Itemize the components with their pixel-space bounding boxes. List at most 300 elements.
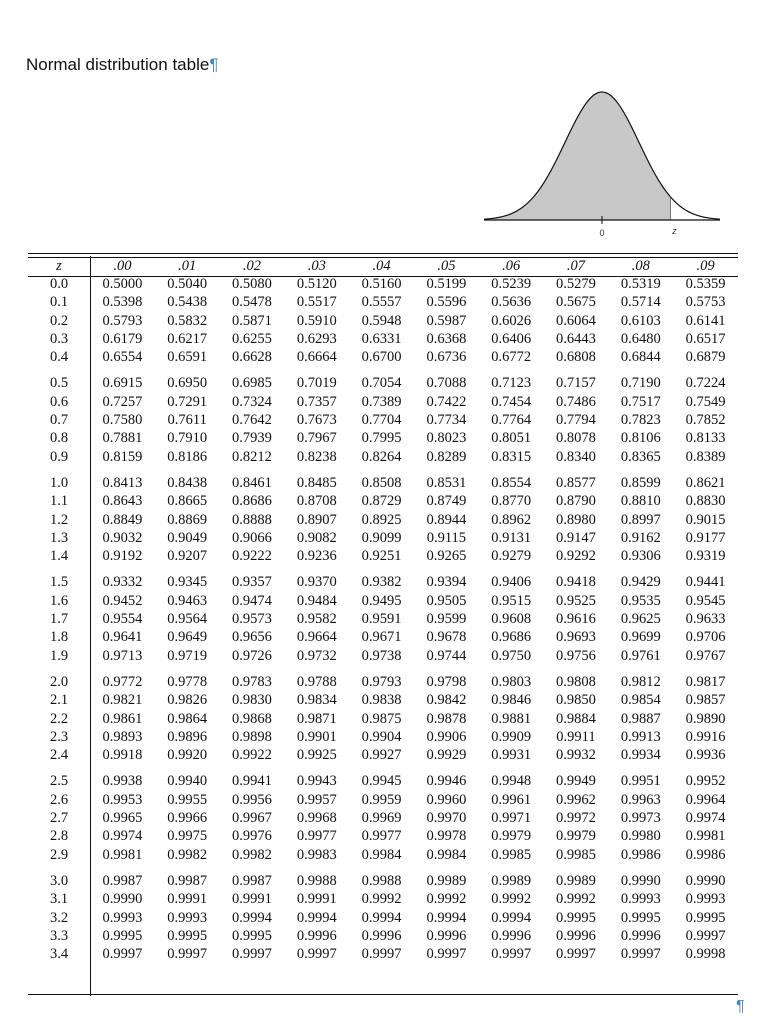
probability-cell: 0.6844 xyxy=(620,349,661,366)
probability-cell: 0.9871 xyxy=(296,710,337,727)
probability-cell: 0.5279 xyxy=(556,276,596,292)
probability-cell: 0.9131 xyxy=(491,529,532,546)
table-row xyxy=(28,547,738,565)
probability-cell: 0.8365 xyxy=(620,448,661,465)
probability-cell: 0.9616 xyxy=(556,611,596,628)
probability-cell: 0.7019 xyxy=(296,375,337,392)
probability-cell: 0.9996 xyxy=(426,927,467,944)
probability-cell: 0.8264 xyxy=(361,448,402,465)
probability-cell: 0.9484 xyxy=(296,592,337,609)
probability-cell: 0.8159 xyxy=(102,448,143,465)
probability-cell: 0.9719 xyxy=(167,647,208,664)
probability-cell: 0.9099 xyxy=(361,529,402,546)
probability-cell: 0.8340 xyxy=(556,448,596,465)
z-value: 1.9 xyxy=(49,647,69,664)
probability-cell: 0.9625 xyxy=(620,611,661,628)
probability-cell: 0.8869 xyxy=(167,511,208,528)
probability-cell: 0.6293 xyxy=(296,330,337,347)
probability-cell: 0.9966 xyxy=(167,810,208,827)
probability-cell: 0.9901 xyxy=(296,728,337,745)
probability-cell: 0.9967 xyxy=(232,810,272,827)
probability-cell: 0.9207 xyxy=(167,548,208,565)
table-row xyxy=(28,492,738,510)
probability-cell: 0.7704 xyxy=(361,412,402,429)
probability-cell: 0.9441 xyxy=(685,574,726,591)
probability-cell: 0.9812 xyxy=(620,673,661,690)
probability-cell: 0.5160 xyxy=(361,276,402,292)
probability-cell: 0.7580 xyxy=(102,412,143,429)
probability-cell: 0.9222 xyxy=(232,548,272,565)
probability-cell: 0.7422 xyxy=(426,393,467,410)
probability-cell: 0.8023 xyxy=(426,430,467,447)
probability-cell: 0.9992 xyxy=(361,891,402,908)
probability-cell: 0.6950 xyxy=(167,375,208,392)
probability-cell: 0.7224 xyxy=(685,375,726,392)
probability-cell: 0.6915 xyxy=(102,375,143,392)
z-value: 1.1 xyxy=(49,493,69,510)
probability-cell: 0.9599 xyxy=(426,611,467,628)
z-value: 1.0 xyxy=(49,474,69,491)
probability-cell: 0.9977 xyxy=(296,828,337,845)
probability-cell: 0.8577 xyxy=(556,474,596,491)
probability-cell: 0.9429 xyxy=(620,574,661,591)
probability-cell: 0.7054 xyxy=(361,375,402,392)
z-value: 3.1 xyxy=(49,891,69,908)
probability-cell: 0.9826 xyxy=(167,692,208,709)
probability-cell: 0.9970 xyxy=(426,810,467,827)
z-value: 2.0 xyxy=(49,673,69,690)
z-value: 0.9 xyxy=(49,448,69,465)
end-paragraph-mark: ¶ xyxy=(736,998,745,1015)
probability-cell: 0.9554 xyxy=(102,611,143,628)
probability-cell: 0.9345 xyxy=(167,574,208,591)
probability-cell: 0.9997 xyxy=(426,946,467,963)
probability-cell: 0.9332 xyxy=(102,574,143,591)
probability-cell: 0.9251 xyxy=(361,548,402,565)
probability-cell: 0.6103 xyxy=(620,312,661,329)
probability-cell: 0.9979 xyxy=(491,828,532,845)
probability-cell: 0.7123 xyxy=(491,375,532,392)
probability-cell: 0.6554 xyxy=(102,349,143,366)
probability-cell: 0.9918 xyxy=(102,747,143,764)
header-col: .06 xyxy=(502,258,521,274)
probability-cell: 0.9949 xyxy=(556,773,596,790)
probability-cell: 0.9993 xyxy=(167,909,208,926)
z-value: 2.9 xyxy=(49,846,69,863)
probability-cell: 0.9505 xyxy=(426,592,467,609)
probability-cell: 0.9778 xyxy=(167,673,208,690)
probability-cell: 0.9978 xyxy=(426,828,467,845)
probability-cell: 0.9904 xyxy=(361,728,402,745)
table-row xyxy=(28,275,738,293)
probability-cell: 0.9913 xyxy=(620,728,661,745)
probability-cell: 0.9961 xyxy=(491,791,532,808)
table-row xyxy=(28,809,738,827)
probability-cell: 0.9898 xyxy=(232,728,272,745)
probability-cell: 0.6331 xyxy=(361,330,402,347)
probability-cell: 0.9946 xyxy=(426,773,467,790)
probability-cell: 0.9985 xyxy=(491,846,532,863)
table-row xyxy=(28,890,738,908)
probability-cell: 0.8849 xyxy=(102,511,143,528)
probability-cell: 0.9821 xyxy=(102,692,143,709)
probability-cell: 0.7088 xyxy=(426,375,467,392)
probability-cell: 0.9995 xyxy=(556,909,596,926)
probability-cell: 0.6064 xyxy=(556,312,596,329)
table-row xyxy=(28,647,738,665)
probability-cell: 0.9573 xyxy=(232,611,272,628)
probability-cell: 0.9997 xyxy=(296,946,337,963)
probability-cell: 0.9998 xyxy=(685,946,726,963)
pilcrow-mark: ¶ xyxy=(209,55,219,74)
probability-cell: 0.5714 xyxy=(620,294,661,311)
probability-cell: 0.9945 xyxy=(361,773,402,790)
probability-cell: 0.6700 xyxy=(361,349,402,366)
probability-cell: 0.9971 xyxy=(491,810,532,827)
table-row xyxy=(28,411,738,429)
probability-cell: 0.9988 xyxy=(361,872,402,889)
probability-cell: 0.9975 xyxy=(167,828,208,845)
probability-cell: 0.9699 xyxy=(620,629,661,646)
probability-cell: 0.9992 xyxy=(491,891,532,908)
probability-cell: 0.9834 xyxy=(296,692,337,709)
probability-cell: 0.9968 xyxy=(296,810,337,827)
probability-cell: 0.5000 xyxy=(102,276,143,292)
probability-cell: 0.9857 xyxy=(685,692,726,709)
probability-cell: 0.9995 xyxy=(167,927,208,944)
probability-cell: 0.9032 xyxy=(102,529,143,546)
table-row xyxy=(28,429,738,447)
probability-cell: 0.9878 xyxy=(426,710,467,727)
probability-cell: 0.9964 xyxy=(685,791,726,808)
probability-cell: 0.9982 xyxy=(232,846,272,863)
probability-cell: 0.9803 xyxy=(491,673,532,690)
probability-cell: 0.9996 xyxy=(361,927,402,944)
probability-cell: 0.9955 xyxy=(167,791,208,808)
probability-cell: 0.9994 xyxy=(361,909,402,926)
probability-cell: 0.7157 xyxy=(556,375,596,392)
table-row xyxy=(28,529,738,547)
probability-cell: 0.9990 xyxy=(685,872,726,889)
probability-cell: 0.9957 xyxy=(296,791,337,808)
probability-cell: 0.9976 xyxy=(232,828,272,845)
probability-cell: 0.9984 xyxy=(426,846,467,863)
table-row xyxy=(28,592,738,610)
probability-cell: 0.5359 xyxy=(685,276,726,292)
probability-cell: 0.9941 xyxy=(232,773,272,790)
probability-cell: 0.7389 xyxy=(361,393,402,410)
header-col: .02 xyxy=(242,258,262,274)
probability-cell: 0.9292 xyxy=(556,548,596,565)
z-value: 2.6 xyxy=(49,791,69,808)
probability-cell: 0.9981 xyxy=(685,828,726,845)
probability-cell: 0.9881 xyxy=(491,710,532,727)
z-value: 2.3 xyxy=(49,728,69,745)
probability-cell: 0.7939 xyxy=(232,430,272,447)
probability-cell: 0.9474 xyxy=(232,592,272,609)
probability-cell: 0.8599 xyxy=(620,474,661,491)
probability-cell: 0.7852 xyxy=(685,412,726,429)
table-row xyxy=(28,827,738,845)
probability-cell: 0.8944 xyxy=(426,511,467,528)
probability-cell: 0.9671 xyxy=(361,629,402,646)
probability-cell: 0.9980 xyxy=(620,828,661,845)
probability-cell: 0.9988 xyxy=(296,872,337,889)
probability-cell: 0.9893 xyxy=(102,728,143,745)
probability-cell: 0.9927 xyxy=(361,747,402,764)
probability-cell: 0.9989 xyxy=(556,872,596,889)
probability-cell: 0.9887 xyxy=(620,710,661,727)
probability-cell: 0.9641 xyxy=(102,629,143,646)
probability-cell: 0.9996 xyxy=(296,927,337,944)
probability-cell: 0.6736 xyxy=(426,349,467,366)
probability-cell: 0.9965 xyxy=(102,810,143,827)
probability-cell: 0.7967 xyxy=(296,430,337,447)
probability-cell: 0.9922 xyxy=(232,747,272,764)
probability-cell: 0.7549 xyxy=(685,393,726,410)
probability-cell: 0.9582 xyxy=(296,611,337,628)
table-bottom-rule xyxy=(28,994,738,995)
probability-cell: 0.8133 xyxy=(685,430,726,447)
probability-cell: 0.9015 xyxy=(685,511,726,528)
header-col: .01 xyxy=(178,258,197,274)
probability-cell: 0.9911 xyxy=(556,728,596,745)
table-row xyxy=(28,710,738,728)
probability-cell: 0.9678 xyxy=(426,629,467,646)
probability-cell: 0.9934 xyxy=(620,747,661,764)
probability-cell: 0.9591 xyxy=(361,611,402,628)
probability-cell: 0.9987 xyxy=(102,872,143,889)
probability-cell: 0.8888 xyxy=(232,511,272,528)
z-value: 3.2 xyxy=(49,909,69,926)
probability-cell: 0.9936 xyxy=(685,747,726,764)
probability-cell: 0.9756 xyxy=(556,647,596,664)
probability-cell: 0.9177 xyxy=(685,529,726,546)
probability-cell: 0.5910 xyxy=(296,312,337,329)
probability-cell: 0.9993 xyxy=(102,909,143,926)
probability-cell: 0.9984 xyxy=(361,846,402,863)
probability-cell: 0.8461 xyxy=(232,474,272,491)
z-value: 0.6 xyxy=(49,393,69,410)
probability-cell: 0.8315 xyxy=(491,448,532,465)
probability-cell: 0.9992 xyxy=(426,891,467,908)
probability-cell: 0.9953 xyxy=(102,791,143,808)
probability-cell: 0.9993 xyxy=(685,891,726,908)
z-value: 0.2 xyxy=(49,312,69,329)
probability-cell: 0.5040 xyxy=(167,276,208,292)
probability-cell: 0.9989 xyxy=(491,872,532,889)
probability-cell: 0.9515 xyxy=(491,592,532,609)
probability-cell: 0.9319 xyxy=(685,548,726,565)
probability-cell: 0.8749 xyxy=(426,493,467,510)
probability-cell: 0.5987 xyxy=(426,312,467,329)
z-value: 1.3 xyxy=(49,529,69,546)
probability-cell: 0.9049 xyxy=(167,529,208,546)
probability-cell: 0.7764 xyxy=(491,412,532,429)
title-text: Normal distribution table xyxy=(26,55,210,74)
probability-cell: 0.9265 xyxy=(426,548,467,565)
probability-cell: 0.7486 xyxy=(556,393,596,410)
z-value: 1.8 xyxy=(49,629,69,646)
probability-cell: 0.7734 xyxy=(426,412,467,429)
probability-cell: 0.5120 xyxy=(296,276,337,292)
probability-cell: 0.9956 xyxy=(232,791,272,808)
probability-cell: 0.8925 xyxy=(361,511,402,528)
probability-cell: 0.9991 xyxy=(296,891,337,908)
table-body xyxy=(28,275,738,963)
probability-cell: 0.7291 xyxy=(167,393,208,410)
probability-cell: 0.9997 xyxy=(491,946,532,963)
z-value: 2.8 xyxy=(49,828,69,845)
probability-cell: 0.9990 xyxy=(102,891,143,908)
probability-cell: 0.6443 xyxy=(556,330,596,347)
table-row xyxy=(28,610,738,628)
z-value: 1.6 xyxy=(49,592,69,609)
probability-cell: 0.9991 xyxy=(167,891,208,908)
probability-cell: 0.9418 xyxy=(556,574,596,591)
header-col: .00 xyxy=(113,258,132,274)
normal-curve-figure xyxy=(482,80,722,240)
probability-cell: 0.9394 xyxy=(426,574,467,591)
z-value: 0.3 xyxy=(49,330,69,347)
probability-cell: 0.7517 xyxy=(620,393,661,410)
probability-cell: 0.6808 xyxy=(556,349,596,366)
probability-cell: 0.6368 xyxy=(426,330,467,347)
table-top-rule xyxy=(28,253,738,254)
normal-distribution-table xyxy=(28,258,738,963)
probability-cell: 0.9972 xyxy=(556,810,596,827)
probability-cell: 0.5557 xyxy=(361,294,402,311)
probability-cell: 0.8643 xyxy=(102,493,143,510)
table-row xyxy=(28,846,738,864)
probability-cell: 0.7823 xyxy=(620,412,661,429)
probability-cell: 0.9370 xyxy=(296,574,337,591)
table-row xyxy=(28,393,738,411)
probability-cell: 0.9995 xyxy=(685,909,726,926)
probability-cell: 0.8708 xyxy=(296,493,337,510)
table-row xyxy=(28,909,738,927)
table-row xyxy=(28,945,738,963)
z-value: 1.7 xyxy=(49,611,69,628)
probability-cell: 0.9772 xyxy=(102,673,143,690)
probability-cell: 0.9951 xyxy=(620,773,661,790)
probability-cell: 0.5675 xyxy=(556,294,596,311)
table-row xyxy=(28,927,738,945)
probability-cell: 0.8508 xyxy=(361,474,402,491)
probability-cell: 0.6664 xyxy=(296,349,337,366)
probability-cell: 0.8438 xyxy=(167,474,208,491)
probability-cell: 0.7611 xyxy=(167,412,207,429)
probability-cell: 0.9995 xyxy=(620,909,661,926)
probability-cell: 0.5438 xyxy=(167,294,208,311)
probability-cell: 0.9406 xyxy=(491,574,532,591)
probability-cell: 0.9991 xyxy=(232,891,272,908)
probability-cell: 0.9750 xyxy=(491,647,532,664)
probability-cell: 0.7454 xyxy=(491,393,532,410)
probability-cell: 0.9868 xyxy=(232,710,272,727)
probability-cell: 0.7910 xyxy=(167,430,208,447)
probability-cell: 0.9793 xyxy=(361,673,402,690)
probability-cell: 0.9147 xyxy=(556,529,596,546)
header-col: .08 xyxy=(631,258,650,274)
z-value: 0.7 xyxy=(49,412,69,429)
probability-cell: 0.9890 xyxy=(685,710,726,727)
probability-cell: 0.9973 xyxy=(620,810,661,827)
probability-cell: 0.9306 xyxy=(620,548,661,565)
probability-cell: 0.7673 xyxy=(296,412,337,429)
probability-cell: 0.5948 xyxy=(361,312,402,329)
probability-cell: 0.8621 xyxy=(685,474,726,491)
probability-cell: 0.7324 xyxy=(232,393,272,410)
probability-cell: 0.9864 xyxy=(167,710,208,727)
probability-cell: 0.7881 xyxy=(102,430,143,447)
probability-cell: 0.8186 xyxy=(167,448,208,465)
probability-cell: 0.9995 xyxy=(232,927,272,944)
probability-cell: 0.9192 xyxy=(102,548,143,565)
probability-cell: 0.9948 xyxy=(491,773,532,790)
probability-cell: 0.9963 xyxy=(620,791,661,808)
probability-cell: 0.9997 xyxy=(620,946,661,963)
probability-cell: 0.9977 xyxy=(361,828,402,845)
probability-cell: 0.8810 xyxy=(620,493,661,510)
probability-cell: 0.5080 xyxy=(232,276,272,292)
probability-cell: 0.8729 xyxy=(361,493,402,510)
probability-cell: 0.9744 xyxy=(426,647,467,664)
probability-cell: 0.6628 xyxy=(232,349,272,366)
probability-cell: 0.9706 xyxy=(685,629,726,646)
probability-cell: 0.9979 xyxy=(556,828,596,845)
probability-cell: 0.7357 xyxy=(296,393,337,410)
probability-cell: 0.9798 xyxy=(426,673,467,690)
probability-cell: 0.8051 xyxy=(491,430,532,447)
probability-cell: 0.5753 xyxy=(685,294,726,311)
z-value: 2.4 xyxy=(49,747,69,764)
probability-cell: 0.9656 xyxy=(232,629,272,646)
probability-cell: 0.9875 xyxy=(361,710,402,727)
table-row xyxy=(28,764,738,790)
z-value: 0.8 xyxy=(49,430,69,447)
probability-cell: 0.9969 xyxy=(361,810,402,827)
probability-cell: 0.8106 xyxy=(620,430,661,447)
table-row xyxy=(28,628,738,646)
probability-cell: 0.9985 xyxy=(556,846,596,863)
probability-cell: 0.9693 xyxy=(556,629,596,646)
probability-cell: 0.8212 xyxy=(232,448,272,465)
table-row xyxy=(28,366,738,392)
probability-cell: 0.9920 xyxy=(167,747,208,764)
probability-cell: 0.9545 xyxy=(685,592,726,609)
probability-cell: 0.9990 xyxy=(620,872,661,889)
probability-cell: 0.5871 xyxy=(232,312,272,329)
probability-cell: 0.5319 xyxy=(620,276,661,292)
probability-cell: 0.9952 xyxy=(685,773,726,790)
header-col: .04 xyxy=(372,258,391,274)
probability-cell: 0.6026 xyxy=(491,312,532,329)
probability-cell: 0.5398 xyxy=(102,294,143,311)
mean-label: 0 xyxy=(599,228,605,238)
probability-cell: 0.9997 xyxy=(102,946,143,963)
probability-cell: 0.9162 xyxy=(620,529,661,546)
probability-cell: 0.9989 xyxy=(426,872,467,889)
table-row xyxy=(28,791,738,809)
z-value: 1.5 xyxy=(49,574,69,591)
probability-cell: 0.8962 xyxy=(491,511,532,528)
probability-cell: 0.9726 xyxy=(232,647,272,664)
probability-cell: 0.9838 xyxy=(361,692,402,709)
probability-cell: 0.9495 xyxy=(361,592,402,609)
probability-cell: 0.9960 xyxy=(426,791,467,808)
probability-cell: 0.9564 xyxy=(167,611,208,628)
